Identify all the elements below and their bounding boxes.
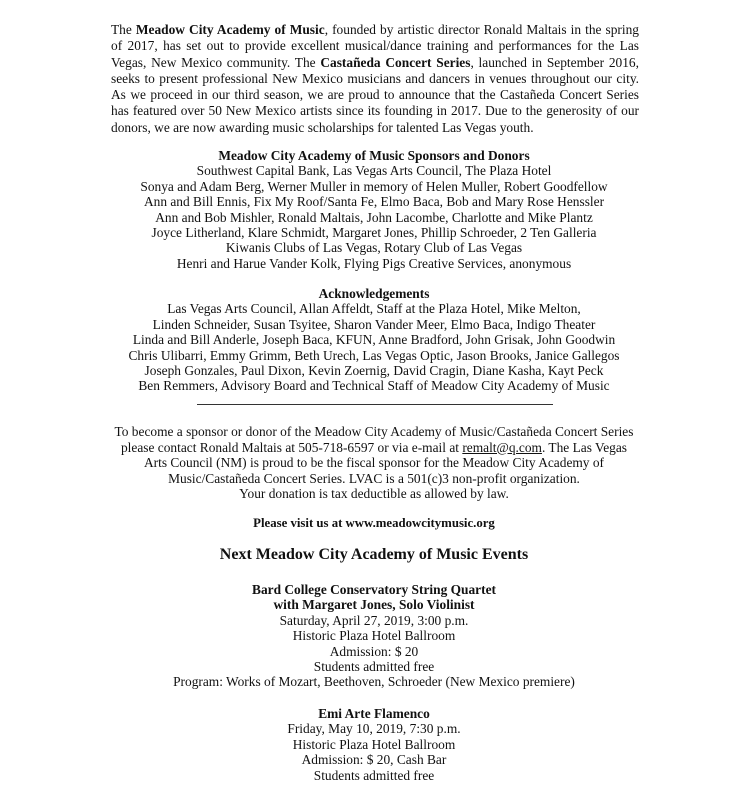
event-students: Students admitted free [313,767,435,783]
acknowledgement-line: Joseph Gonzales, Paul Dixon, Kevin Zoernig, David Cragin, Diane Kasha, Kayt Peck [144,363,604,379]
email-link[interactable]: remalt@q.com [462,439,542,455]
event-students: Students admitted free [313,659,435,675]
acknowledgement-line: Chris Ulibarri, Emmy Grimm, Beth Urech, Las Vegas Optic, Jason Brooks, Janice Gallegos [128,347,620,363]
contact-line [60,440,688,456]
contact-text: . The Las Vegas [541,439,628,455]
events-heading [60,545,688,565]
event-date: Saturday, April 27, 2019, 3:00 p.m. [279,612,469,628]
event-2 [60,706,688,783]
event-admission: Admission: $ 20, Cash Bar [301,752,447,768]
acknowledgement-line: Linden Schneider, Susan Tsyitee, Sharon Vander Meer, Elmo Baca, Indigo Theater [152,316,596,332]
series-name: Castañeda Concert Series [320,54,471,70]
events-heading-text: Next Meadow City Academy of Music Events [219,546,529,563]
contact-section [60,424,688,502]
acknowledgements-section [60,286,688,394]
website-visit-line: Please visit us at www.meadowcitymusic.org [253,516,495,530]
divider-rule [197,404,553,405]
acknowledgements-heading: Acknowledgements [318,286,430,301]
intro-text-3: , launched in September 2016, seeks to present professional New Mexico musicians and dancers in venues throughout our city. As we proceed in our third season, we are proud to announce that the Castañeda Concert Series has featured over 50 New Mexico artists since its founding in 2017. Due to the generosity of our donors, we are now awarding music scholarships for talented Las Vegas youth. [111,54,639,135]
acknowledgement-line: Ben Remmers, Advisory Board and Technical Staff of Meadow City Academy of Music [138,378,610,394]
event-venue: Historic Plaza Hotel Ballroom [292,628,456,644]
contact-line: Your donation is tax deductible as allowed by law. [239,486,509,502]
sponsor-line: Henri and Harue Vander Kolk, Flying Pigs Creative Services, anonymous [176,255,572,271]
event-admission: Admission: $ 20 [329,643,419,659]
sponsors-heading: Meadow City Academy of Music Sponsors and Donors [218,148,530,163]
contact-line: Music/Castañeda Concert Series. LVAC is a 501(c)3 non-profit organization. [168,470,580,486]
event-title: Emi Arte Flamenco [318,706,430,721]
sponsor-line: Ann and Bob Mishler, Ronald Maltais, John Lacombe, Charlotte and Mike Plantz [155,209,593,225]
acknowledgement-line: Las Vegas Arts Council, Allan Affeldt, Staff at the Plaza Hotel, Mike Melton, [167,301,581,317]
org-name: Meadow City Academy of Music [135,22,325,37]
event-program: Program: Works of Mozart, Beethoven, Schroeder (New Mexico premiere) [173,674,575,690]
intro-text-1: The [111,22,136,37]
sponsor-line: Southwest Capital Bank, Las Vegas Arts Council, The Plaza Hotel [196,163,552,179]
contact-text: please contact Ronald Maltais at 505-718-6597 or via e-mail at [120,439,463,455]
contact-line: Arts Council (NM) is proud to be the fiscal sponsor for the Meadow City Academy of [143,455,605,471]
sponsor-line: Ann and Bill Ennis, Fix My Roof/Santa Fe, Elmo Baca, Bob and Mary Rose Henssler [143,194,605,210]
intro-text-2: , founded by artistic director Ronald Maltais in the spring of 2017, has set out to provide excellent musical/dance training and performances for the Las Vegas, New Mexico community. The [111,22,640,70]
sponsor-line: Kiwanis Clubs of Las Vegas, Rotary Club of Las Vegas [225,240,523,256]
sponsor-line: Joyce Litherland, Klare Schmidt, Margaret Jones, Phillip Schroeder, 2 Ten Galleria [151,225,597,241]
event-venue: Historic Plaza Hotel Ballroom [292,736,456,752]
event-date: Friday, May 10, 2019, 7:30 p.m. [287,721,461,737]
sponsors-section [60,148,688,271]
event-1 [60,582,688,690]
event-title: Bard College Conservatory String Quartet [252,582,496,597]
contact-line: To become a sponsor or donor of the Meadow City Academy of Music/Castañeda Concert Series [114,424,634,439]
sponsor-line: Sonya and Adam Berg, Werner Muller in memory of Helen Muller, Robert Goodfellow [140,178,608,194]
event-subtitle: with Margaret Jones, Solo Violinist [273,597,475,613]
intro-paragraph [111,22,639,136]
acknowledgement-line: Linda and Bill Anderle, Joseph Baca, KFUN, Anne Bradford, John Grisak, John Goodwin [132,332,616,348]
